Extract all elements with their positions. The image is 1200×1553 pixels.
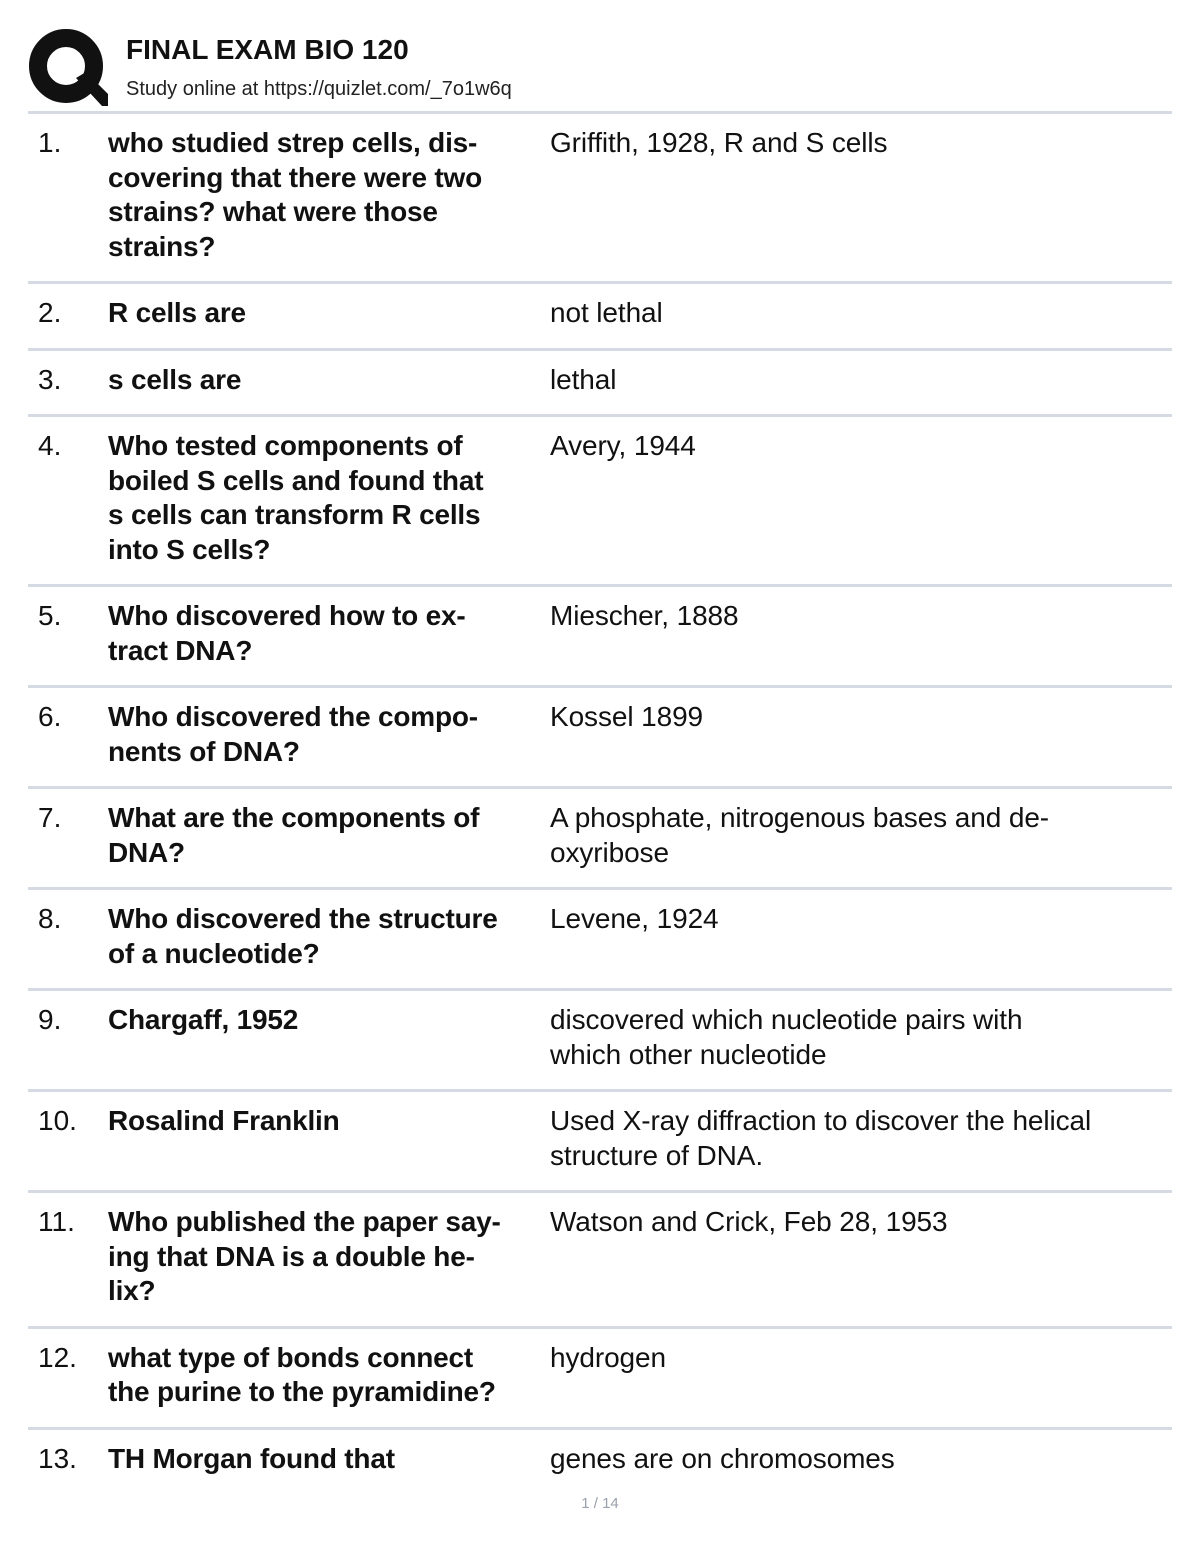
card-number: 11. <box>38 1206 75 1237</box>
flashcard-row <box>28 688 1172 789</box>
study-online-link[interactable]: Study online at https://quizlet.com/_7o1w6q <box>126 78 512 100</box>
card-number: 1. <box>38 127 62 158</box>
card-term: What are the components of DNA? <box>108 802 480 868</box>
card-definition: discovered which nucleotide pairs with which other nucleotide <box>550 1004 1023 1070</box>
card-definition: not lethal <box>550 297 663 328</box>
card-number: 2. <box>38 297 62 328</box>
card-definition: A phosphate, nitrogenous bases and de- oxyribose <box>550 802 1050 868</box>
flashcard-row <box>28 1193 1172 1329</box>
card-number: 4. <box>38 430 62 461</box>
card-term: what type of bonds connect the purine to the pyramidine? <box>108 1341 496 1407</box>
card-definition: Avery, 1944 <box>550 430 696 461</box>
card-definition: Griffith, 1928, R and S cells <box>550 127 888 158</box>
quizlet-logo-icon <box>28 28 108 108</box>
card-definition: hydrogen <box>550 1341 666 1373</box>
flashcard-row <box>28 789 1172 890</box>
flashcard-list <box>28 114 1172 1493</box>
card-definition: lethal <box>550 363 617 395</box>
card-term: Who discovered how to ex- tract DNA? <box>108 600 466 666</box>
flashcard-row <box>28 417 1172 587</box>
card-definition: Miescher, 1888 <box>550 600 739 631</box>
card-term: Rosalind Franklin <box>108 1105 340 1136</box>
card-definition: Kossel 1899 <box>550 701 704 732</box>
card-number: 10. <box>38 1105 77 1136</box>
page-number: 1 / 14 <box>581 1495 619 1512</box>
flashcard-row <box>28 1329 1172 1430</box>
card-term: who studied strep cells, dis- covering that there were two strains? what were those strains? <box>108 127 483 262</box>
flashcard-row <box>28 351 1172 418</box>
flashcard-row <box>28 114 1172 284</box>
card-term: Who discovered the structure of a nucleotide? <box>108 903 498 969</box>
card-term: Who published the paper say- ing that DNA is a double he- lix? <box>108 1206 501 1306</box>
card-number: 8. <box>38 903 62 934</box>
card-term: s cells are <box>108 363 242 395</box>
card-term: TH Morgan found that <box>108 1442 395 1474</box>
card-term: Chargaff, 1952 <box>108 1004 299 1035</box>
card-number: 13. <box>38 1442 77 1474</box>
card-number: 6. <box>38 701 62 732</box>
page-header <box>28 28 1172 112</box>
flashcard-row <box>28 1092 1172 1193</box>
card-definition: Levene, 1924 <box>550 903 719 934</box>
card-definition: Used X-ray diffraction to discover the helical structure of DNA. <box>550 1105 1092 1171</box>
card-number: 5. <box>38 600 62 631</box>
card-number: 7. <box>38 802 62 833</box>
flashcard-row <box>28 991 1172 1092</box>
card-number: 3. <box>38 363 62 395</box>
flashcard-row <box>28 1430 1172 1494</box>
flashcard-row <box>28 284 1172 351</box>
card-number: 12. <box>38 1341 77 1373</box>
flashcard-row <box>28 587 1172 688</box>
flashcard-row <box>28 890 1172 991</box>
card-definition: Watson and Crick, Feb 28, 1953 <box>550 1206 948 1237</box>
card-term: Who discovered the compo- nents of DNA? <box>108 701 478 767</box>
page-title: FINAL EXAM BIO 120 <box>126 34 409 65</box>
card-definition: genes are on chromosomes <box>550 1442 895 1474</box>
card-term: Who tested components of boiled S cells and found that s cells can transform R cells into S cells? <box>108 430 484 565</box>
card-number: 9. <box>38 1004 62 1035</box>
card-term: R cells are <box>108 297 246 328</box>
